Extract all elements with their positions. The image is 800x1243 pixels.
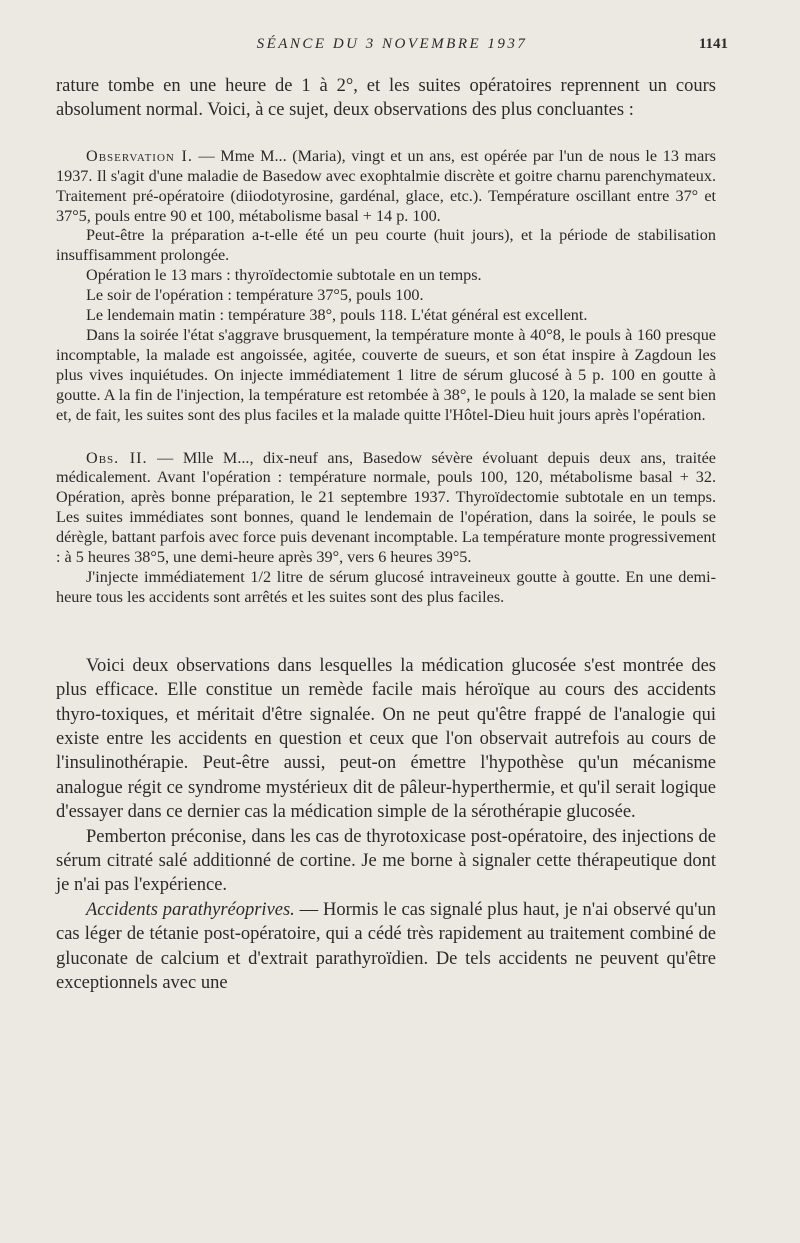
parathyroid-text: — Hormis le cas signalé plus haut, je n'ai observé qu'un cas léger de tétanie post-opératoire, qui a cédé très rapidement au traitement combiné de gluconate de calcium et d'extrait parathyroïdien. De tels accidents ne peuvent qu'être exceptionnels avec une bbox=[56, 899, 716, 994]
observation-1-paragraph-2: Peut-être la préparation a-t-elle été un peu courte (huit jours), et la période de stabilisation insuffisamment prolongée. bbox=[56, 226, 716, 265]
page-number: 1141 bbox=[698, 36, 728, 52]
parathyroid-heading: Accidents parathyréoprives. bbox=[86, 899, 295, 920]
observation-2-paragraph bbox=[56, 449, 716, 568]
observation-1-paragraph-5: Le lendemain matin : température 38°, pouls 118. L'état général est excellent. bbox=[86, 306, 588, 325]
observation-2-text: — Mlle M..., dix-neuf ans, Basedow sévère évoluant depuis deux ans, traitée médicalement. Avant l'opération : température normale, pouls 100, 120, métabolisme basal + 32. Opération, après bonne préparation, le 21 septembre 1937. Thyroïdectomie subtotale en un temps. Les suites immédiates sont bonnes, quand le lendemain de l'opération, dans la soirée, le pouls se dérègle, battant parfois avec force puis devenant incomptable. La température monte progressivement : à 5 heures 38°5, une demi-heure après 39°, vers 6 heures 39°5. bbox=[56, 448, 716, 567]
observation-1-paragraph bbox=[56, 147, 716, 227]
discussion-paragraph-3 bbox=[56, 898, 716, 996]
running-title: SÉANCE DU 3 NOVEMBRE 1937 bbox=[256, 36, 528, 52]
observation-1-heading: Observation I. bbox=[86, 146, 193, 165]
page-body bbox=[56, 74, 716, 995]
observation-2-heading: Obs. II. bbox=[86, 448, 148, 467]
observation-1-paragraph-4: Le soir de l'opération : température 37°5, pouls 100. bbox=[86, 286, 424, 305]
observation-2-paragraph-2: J'injecte immédiatement 1/2 litre de sérum glucosé intraveineux goutte à goutte. En une demi-heure tous les accidents sont arrêtés et les suites sont des plus faciles. bbox=[56, 567, 716, 606]
intro-paragraph: rature tombe en une heure de 1 à 2°, et les suites opératoires reprennent un cours absolument normal. Voici, à ce sujet, deux observations des plus concluantes : bbox=[56, 76, 716, 121]
observation-1-text: — Mme M... (Maria), vingt et un ans, est opérée par l'un de nous le 13 mars 1937. Il s'agit d'une maladie de Basedow avec exophtalmie discrète et goitre charnu parenchymateux. Traitement pré-opératoire (diiodotyrosine, gardénal, glace, etc.). Température oscillant entre 37° et 37°5, pouls entre 90 et 100, métabolisme basal + 14 p. 100. bbox=[56, 146, 716, 225]
discussion-paragraph-2: Pemberton préconise, dans les cas de thyrotoxicase post-opératoire, des injections de sérum citraté salé additionné de cortine. Je me borne à signaler cette thérapeutique dont je n'ai pas l'expérience. bbox=[56, 826, 716, 896]
observation-1-paragraph-6: Dans la soirée l'état s'aggrave brusquement, la température monte à 40°8, le pouls à 160 presque incomptable, la malade est angoissée, agitée, couverte de sueurs, et son état inspire à Zagdoun les plus vives inquiétudes. On injecte immédiatement 1 litre de sérum glucosé à 5 p. 100 en goutte à goutte. A la fin de l'injection, la température est retombée à 38°, le pouls à 120, la malade se sent bien et, de fait, les suites sont des plus faciles et la malade quitte l'Hôtel-Dieu huit jours après l'opération. bbox=[56, 325, 716, 424]
observation-1-paragraph-3: Opération le 13 mars : thyroïdectomie subtotale en un temps. bbox=[86, 266, 482, 285]
page-header bbox=[56, 36, 728, 58]
discussion-paragraph-1: Voici deux observations dans lesquelles la médication glucosée s'est montrée des plus efficace. Elle constitue un remède facile mais héroïque au cours des accidents thyro-toxiques, et méritait d'être signalée. On ne peut qu'être frappé de l'analogie qui existe entre les accidents en question et ceux que l'on observait autrefois au cours de l'insulinothérapie. Peut-être aussi, peut-on émettre l'hypothèse qu'un mécanisme analogue régit ce syndrome mystérieux dit de pâleur-hyperthermie, et qu'il serait logique d'essayer dans ce dernier cas la médication simple de la sérothérapie glucosée. bbox=[56, 655, 716, 823]
